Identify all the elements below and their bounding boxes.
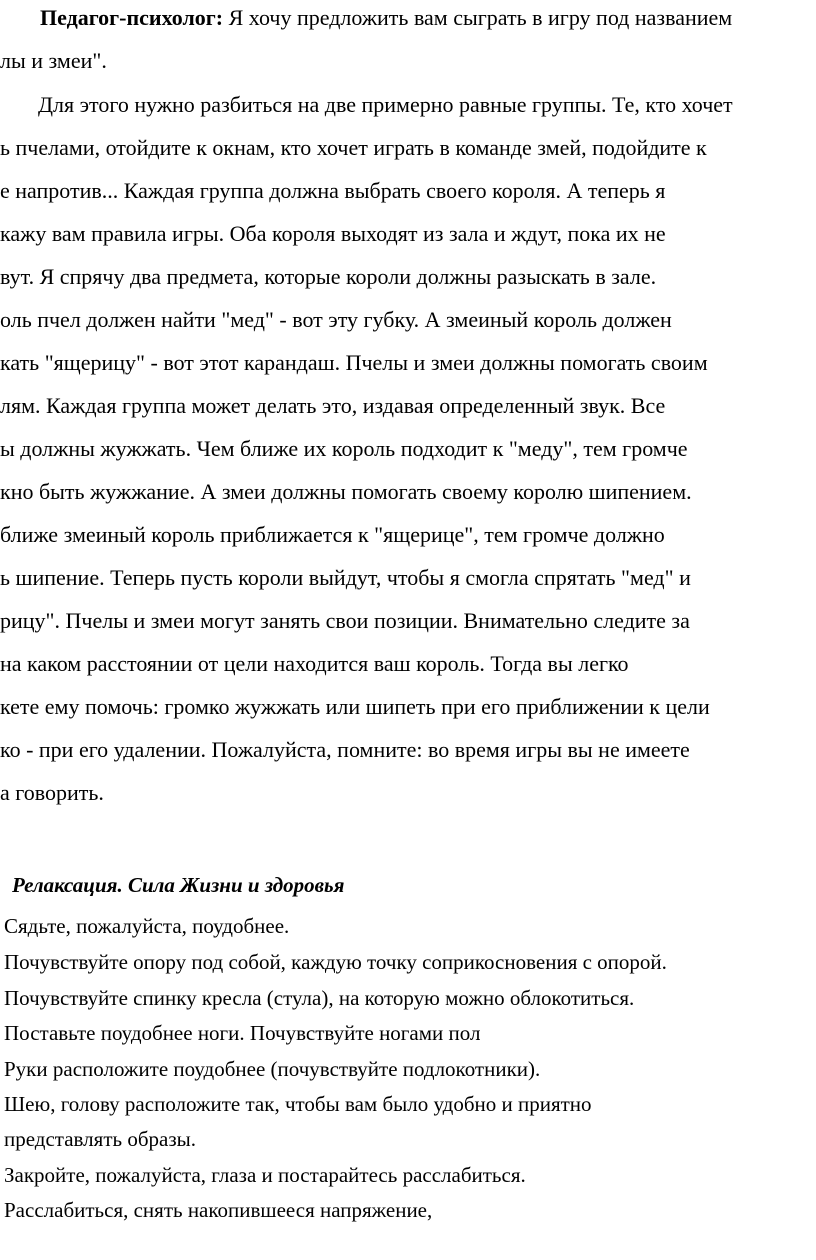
paragraph-line bbox=[40, 5, 732, 31]
list-item: Почувствуйте спинку кресла (стула), на которую можно облокотиться. bbox=[4, 986, 635, 1010]
paragraph-line: а говорить. bbox=[0, 780, 104, 805]
section-heading: Релаксация. Сила Жизни и здоровья bbox=[12, 873, 345, 897]
paragraph-line: ы должны жужжать. Чем ближе их король подходит к "меду", тем громче bbox=[0, 436, 688, 461]
list-item: Поставьте поудобнее ноги. Почувствуйте ногами пол bbox=[4, 1021, 481, 1045]
list-item: Руки расположите поудобнее (почувствуйте подлокотники). bbox=[4, 1057, 541, 1081]
paragraph-line: е напротив... Каждая группа должна выбрать своего короля. А теперь я bbox=[0, 178, 666, 203]
list-item: Закройте, пожалуйста, глаза и постарайтесь расслабиться. bbox=[4, 1163, 526, 1187]
paragraph-line: кажу вам правила игры. Оба короля выходят из зала и ждут, пока их не bbox=[0, 221, 666, 246]
list-item: представлять образы. bbox=[4, 1127, 196, 1151]
paragraph-line: оль пчел должен найти "мед" - вот эту губку. А змеиный король должен bbox=[0, 307, 672, 332]
list-item: Шею, голову расположите так, чтобы вам было удобно и приятно bbox=[4, 1092, 592, 1116]
paragraph-line: кать "ящерицу" - вот этот карандаш. Пчелы и змеи должны помогать своим bbox=[0, 350, 708, 375]
list-item: Сядьте, пожалуйста, поудобнее. bbox=[4, 914, 290, 938]
speaker-label: Педагог-психолог: bbox=[40, 5, 224, 30]
paragraph-line: ближе змеиный король приближается к "ящерице", тем громче должно bbox=[0, 522, 665, 547]
paragraph-line: кете ему помочь: громко жужжать или шипеть при его приближении к цели bbox=[0, 694, 710, 719]
paragraph-line: ко - при его удалении. Пожалуйста, помните: во время игры вы не имеете bbox=[0, 737, 690, 762]
paragraph-line: ь шипение. Теперь пусть короли выйдут, чтобы я смогла спрятать "мед" и bbox=[0, 565, 691, 590]
list-item: Расслабиться, снять накопившееся напряжение, bbox=[4, 1198, 433, 1222]
paragraph-line: на каком расстоянии от цели находится ваш король. Тогда вы легко bbox=[0, 651, 629, 676]
paragraph-line: ь пчелами, отойдите к окнам, кто хочет играть в команде змей, подойдите к bbox=[0, 135, 707, 160]
paragraph-line: Для этого нужно разбиться на две примерно равные группы. Те, кто хочет bbox=[38, 92, 733, 117]
paragraph-line: лям. Каждая группа может делать это, издавая определенный звук. Все bbox=[0, 393, 666, 418]
paragraph-text: Я хочу предложить вам сыграть в игру под названием bbox=[223, 5, 733, 30]
paragraph-line: рицу". Пчелы и змеи могут занять свои позиции. Внимательно следите за bbox=[0, 608, 690, 633]
paragraph-line: кно быть жужжание. А змеи должны помогать своему королю шипением. bbox=[0, 479, 692, 504]
list-item: Почувствуйте опору под собой, каждую точку соприкосновения с опорой. bbox=[4, 950, 667, 974]
paragraph-line: лы и змеи". bbox=[0, 48, 107, 73]
paragraph-line: вут. Я спрячу два предмета, которые короли должны разыскать в зале. bbox=[0, 264, 657, 289]
